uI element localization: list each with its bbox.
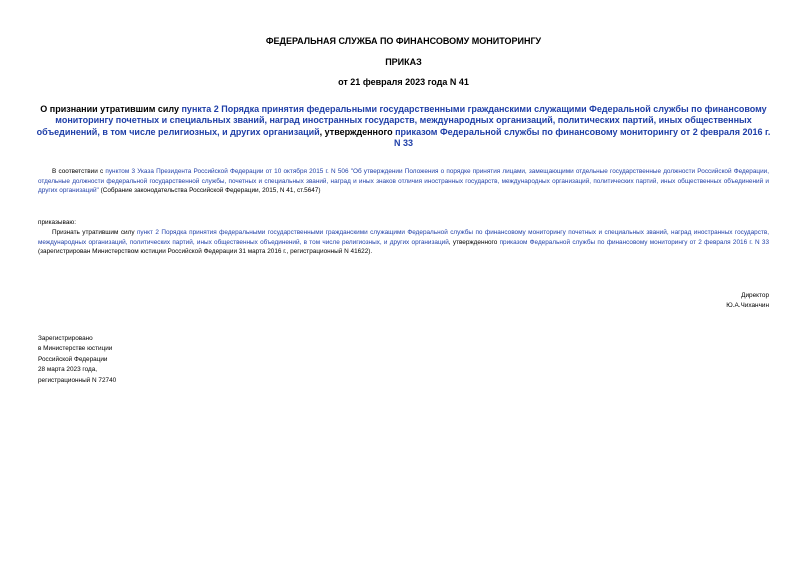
agency-name: ФЕДЕРАЛЬНАЯ СЛУЖБА ПО ФИНАНСОВОМУ МОНИТОРИНГУ (265, 36, 542, 46)
paragraph-text: Признать утратившим силу (52, 229, 137, 236)
signature-block (569, 291, 769, 310)
preamble-paragraph (38, 167, 769, 196)
paragraph-text: В соответствии с (52, 168, 106, 175)
registration-date: 28 марта 2023 года, (38, 366, 98, 374)
title-link-paragraph[interactable]: пункта 2 Порядка принятия федеральными государственными гражданскими служащими Федеральной службы по финансовому мониторингу почетных и специальных званий, наград иностранных государств, международных организаций, политических партий, иных общественных объединений, в том числе религиозных, и других организаций (36, 104, 767, 137)
registration-line: Зарегистрировано (38, 335, 93, 342)
decree-link[interactable]: пунктом 3 Указа Президента Российской Федерации от 10 октября 2015 г. N 506 "Об утверждении Положения о порядке принятия лицами, замещающими отдельные государственные должности Российской Федерации, отдельные должности федеральной государственной службы, почетных и специальных званий, наград и иных знаков отличия иностранных государств, международных организаций, политических партий, иных общественных объединений и других организаций" (38, 168, 769, 195)
signatory-position: Директор (741, 292, 769, 299)
paragraph-text: , утвержденного (448, 238, 500, 246)
paragraph-text: (Собрание законодательства Российской Федерации, 2015, N 41, ст.5647) (98, 187, 321, 195)
operative-paragraph (38, 228, 769, 257)
registration-line: в Министерстве юстиции (38, 345, 113, 353)
paragraph-link[interactable]: пункт 2 Порядка принятия федеральными государственными гражданскими служащими Федеральной службы по финансовому мониторингу почетных и специальных званий, наград иностранных государств, международных организаций, политических партий, иных общественных объединений, в том числе религиозных, и других организаций (38, 229, 769, 246)
registration-number: регистрационный N 72740 (38, 376, 117, 384)
title-text: , утвержденного (319, 126, 396, 137)
title-text: О признании утратившим силу (40, 104, 182, 114)
order-word: приказываю: (38, 219, 76, 226)
document-date-number: от 21 февраля 2023 года N 41 (338, 77, 469, 87)
signatory-name: Ю.А.Чиханчин (726, 301, 769, 309)
order-link[interactable]: приказом Федеральной службы по финансовому мониторингу от 2 февраля 2016 г. N 33 (499, 238, 770, 246)
document-title (36, 104, 771, 150)
document-type: ПРИКАЗ (385, 57, 422, 67)
registration-block (38, 334, 238, 386)
paragraph-text: (зарегистрирован Министерством юстиции Российской Федерации 31 марта 2016 г., регистрационный N 41622). (38, 248, 373, 256)
registration-line: Российской Федерации (38, 355, 108, 363)
title-link-order[interactable]: приказом Федеральной службы по финансовому мониторингу от 2 февраля 2016 г. N 33 (393, 126, 771, 149)
